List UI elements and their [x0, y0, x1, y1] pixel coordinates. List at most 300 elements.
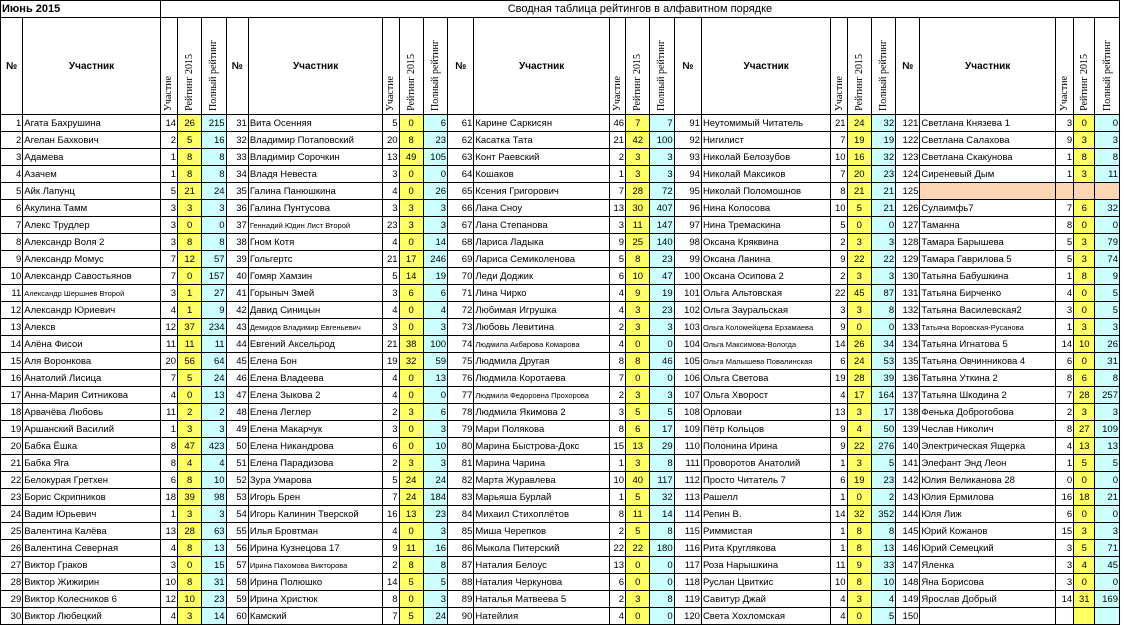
full-rating: 6: [423, 404, 447, 421]
participation-count: 4: [160, 387, 177, 404]
row-number: 67: [448, 217, 474, 234]
participant-name: Леди Доджик: [474, 268, 610, 285]
row-number: 42: [226, 302, 248, 319]
row-number: 27: [1, 557, 23, 574]
rating-2015: 0: [847, 489, 871, 506]
participation-count: 6: [831, 353, 847, 370]
rating-2015: 28: [1074, 387, 1095, 404]
table-row: [1, 438, 1120, 455]
full-rating: 3: [871, 234, 895, 251]
rating-2015: 3: [178, 421, 202, 438]
rating-2015: 19: [847, 472, 871, 489]
participant-name: Александр Момус: [23, 251, 161, 268]
row-number: 52: [226, 472, 248, 489]
full-header-text: Полный рейтинг: [877, 40, 889, 111]
table-row: [1, 591, 1120, 608]
participant-name: [920, 183, 1056, 200]
participant-header: Участник: [474, 18, 610, 115]
rating-2015: 0: [178, 557, 202, 574]
participant-name: Пётр Кольцов: [701, 421, 830, 438]
participant-name: Касатка Тата: [474, 132, 610, 149]
participant-name: Неутомимый Читатель: [701, 115, 830, 132]
participation-count: 8: [160, 455, 177, 472]
participant-name: Евгений Аксельрод: [248, 336, 383, 353]
full-rating: 63: [202, 523, 226, 540]
rating-2015: 8: [178, 149, 202, 166]
row-number: 41: [226, 285, 248, 302]
participant-name: Игорь Калинин Тверской: [248, 506, 383, 523]
rating-2015: 8: [178, 574, 202, 591]
row-number: 31: [226, 115, 248, 132]
full-rating: 13: [1095, 438, 1120, 455]
row-number: 57: [226, 557, 248, 574]
participation-count: 7: [160, 268, 177, 285]
participant-name: Миша Черепков: [474, 523, 610, 540]
participation-count: 14: [831, 336, 847, 353]
participation-count: 4: [831, 608, 847, 625]
rating-2015: 9: [626, 285, 650, 302]
rating-2015: 3: [1074, 166, 1095, 183]
participant-name: Конт Раевский: [474, 149, 610, 166]
full-rating: 3: [650, 166, 674, 183]
participation-count: 7: [1055, 387, 1073, 404]
row-number: 30: [1, 608, 23, 625]
participation-count: 4: [383, 387, 399, 404]
row-number: 99: [674, 251, 701, 268]
participation-count: 10: [831, 574, 847, 591]
row-number: 35: [226, 183, 248, 200]
rating-2015: 5: [626, 404, 650, 421]
row-number: 93: [674, 149, 701, 166]
rating-2015: 3: [1074, 319, 1095, 336]
participant-name: Виктор Колесников 6: [23, 591, 161, 608]
participant-name: Аля Воронкова: [23, 353, 161, 370]
participation-count: [1055, 608, 1073, 625]
row-number: 95: [674, 183, 701, 200]
table-row: [1, 540, 1120, 557]
row-number: 69: [448, 251, 474, 268]
participant-name: Аршанский Василий: [23, 421, 161, 438]
row-number: 107: [674, 387, 701, 404]
participation-count: 15: [609, 438, 625, 455]
row-number: 33: [226, 149, 248, 166]
participant-name: Виктор Граков: [23, 557, 161, 574]
participation-count: 1: [831, 489, 847, 506]
row-number: 150: [896, 608, 920, 625]
row-number: 90: [448, 608, 474, 625]
rating-2015: 3: [847, 455, 871, 472]
participation-count: 3: [383, 285, 399, 302]
participation-count: 18: [160, 489, 177, 506]
participant-name: Лана Сноу: [474, 200, 610, 217]
month-label: Июнь 2015: [1, 1, 161, 18]
row-number: 123: [896, 149, 920, 166]
rating-2015: 47: [178, 438, 202, 455]
full-rating: [1095, 183, 1120, 200]
participant-name: Людмила Якимова 2: [474, 404, 610, 421]
full-rating: 3: [423, 421, 447, 438]
full-rating: 46: [650, 353, 674, 370]
rating-2015: 0: [399, 591, 423, 608]
full-rating: 17: [650, 421, 674, 438]
rating-2015: 3: [626, 149, 650, 166]
full-rating: 3: [1095, 132, 1120, 149]
full-rating: 87: [871, 285, 895, 302]
participant-name: Давид Синицын: [248, 302, 383, 319]
part-header-text: Участие: [385, 75, 397, 111]
rating-2015: 6: [1074, 370, 1095, 387]
part-header: [1055, 18, 1073, 115]
participation-count: 2: [831, 268, 847, 285]
participant-name: Илья Бровтман: [248, 523, 383, 540]
row-number: 85: [448, 523, 474, 540]
row-number: 75: [448, 353, 474, 370]
rating-2015: 7: [626, 115, 650, 132]
rating-2015: 5: [178, 370, 202, 387]
row-number: 15: [1, 353, 23, 370]
row-number: 63: [448, 149, 474, 166]
rating-2015: 0: [399, 115, 423, 132]
participation-count: 2: [383, 404, 399, 421]
full-rating: 33: [871, 557, 895, 574]
rating-2015: 28: [178, 523, 202, 540]
full-rating: 31: [202, 574, 226, 591]
participation-count: 6: [383, 438, 399, 455]
participation-count: 3: [609, 217, 625, 234]
r2015-header-text: Рейтинг 2015: [1078, 54, 1090, 111]
rating-2015: 32: [399, 353, 423, 370]
rating-2015: 3: [399, 455, 423, 472]
row-number: 68: [448, 234, 474, 251]
participation-count: 5: [609, 251, 625, 268]
full-rating: 8: [202, 234, 226, 251]
rating-2015: 3: [626, 319, 650, 336]
participant-name: Яленка: [920, 557, 1056, 574]
full-rating: 32: [1095, 200, 1120, 217]
row-number: 65: [448, 183, 474, 200]
full-rating: 23: [650, 251, 674, 268]
full-rating: 16: [202, 132, 226, 149]
rating-2015: 5: [626, 489, 650, 506]
row-number: 96: [674, 200, 701, 217]
participation-count: 6: [1055, 353, 1073, 370]
rating-2015: 0: [399, 421, 423, 438]
row-number: 125: [896, 183, 920, 200]
participant-name: Ольга Зауральская: [701, 302, 830, 319]
row-number: 118: [674, 574, 701, 591]
participant-name: Ирина Пахомова Викторова: [248, 557, 383, 574]
participant-name: Риммистая: [701, 523, 830, 540]
row-number: 7: [1, 217, 23, 234]
participation-count: 3: [1055, 540, 1073, 557]
full-rating: 4: [423, 302, 447, 319]
rating-2015: 8: [847, 540, 871, 557]
participant-name: Лариса Семиколенова: [474, 251, 610, 268]
table-row: [1, 523, 1120, 540]
participant-name: Светлана Скакунова: [920, 149, 1056, 166]
rating-2015: 5: [626, 523, 650, 540]
participation-count: 15: [1055, 523, 1073, 540]
row-number: 77: [448, 387, 474, 404]
participation-count: 14: [383, 574, 399, 591]
full-rating: 79: [1095, 234, 1120, 251]
full-rating: 0: [1095, 506, 1120, 523]
participant-name: Владимир Сорочкин: [248, 149, 383, 166]
rating-2015: 3: [178, 608, 202, 625]
full-rating: 5: [650, 404, 674, 421]
full-rating: 3: [650, 149, 674, 166]
r2015-header: [399, 18, 423, 115]
row-number: 133: [896, 319, 920, 336]
table-row: [1, 455, 1120, 472]
participation-count: 3: [831, 302, 847, 319]
rating-2015: 56: [178, 353, 202, 370]
participation-count: 5: [383, 472, 399, 489]
row-number: 34: [226, 166, 248, 183]
full-rating: [1095, 608, 1120, 625]
row-number: 110: [674, 438, 701, 455]
row-number: 53: [226, 489, 248, 506]
rating-2015: 3: [1074, 132, 1095, 149]
rating-2015: 0: [399, 302, 423, 319]
participant-name: Оксана Кряквина: [701, 234, 830, 251]
full-rating: 50: [871, 421, 895, 438]
full-rating: 45: [1095, 557, 1120, 574]
row-number: 119: [674, 591, 701, 608]
full-rating: 9: [1095, 268, 1120, 285]
rating-2015: 6: [1074, 200, 1095, 217]
full-rating: 32: [650, 489, 674, 506]
table-row: [1, 183, 1120, 200]
rating-2015: 3: [847, 234, 871, 251]
row-number: 88: [448, 574, 474, 591]
row-number: 104: [674, 336, 701, 353]
participant-name: Зура Умарова: [248, 472, 383, 489]
title-row: [1, 1, 1120, 18]
full-rating: 23: [202, 591, 226, 608]
participant-name: Татьяна Шкодина 2: [920, 387, 1056, 404]
participation-count: 8: [1055, 217, 1073, 234]
row-number: 143: [896, 489, 920, 506]
rating-2015: 19: [847, 132, 871, 149]
full-rating: 26: [1095, 336, 1120, 353]
r2015-header: [1074, 18, 1095, 115]
participant-name: Юлия Великанова 28: [920, 472, 1056, 489]
row-number: 9: [1, 251, 23, 268]
participant-name: Татьяна Воровская-Русанова: [920, 319, 1056, 336]
row-number: 73: [448, 319, 474, 336]
num-header: №: [1, 18, 23, 115]
participant-name: Татьяна Василевская2: [920, 302, 1056, 319]
row-number: 108: [674, 404, 701, 421]
row-number: 79: [448, 421, 474, 438]
participation-count: 8: [160, 438, 177, 455]
part-header-text: Участие: [833, 75, 845, 111]
row-number: 91: [674, 115, 701, 132]
rating-2015: 4: [847, 421, 871, 438]
full-rating: 8: [650, 591, 674, 608]
row-number: 122: [896, 132, 920, 149]
row-number: 18: [1, 404, 23, 421]
participant-name: Лина Чирко: [474, 285, 610, 302]
participant-name: Борис Скрипников: [23, 489, 161, 506]
table-row: [1, 557, 1120, 574]
participation-count: 2: [831, 234, 847, 251]
participation-count: 4: [160, 302, 177, 319]
row-number: 24: [1, 506, 23, 523]
row-number: 121: [896, 115, 920, 132]
participation-count: 4: [383, 183, 399, 200]
participation-count: 2: [160, 132, 177, 149]
rating-2015: 0: [399, 523, 423, 540]
participant-name: Гном Котя: [248, 234, 383, 251]
participation-count: 10: [609, 472, 625, 489]
participation-count: 3: [160, 200, 177, 217]
participation-count: 3: [383, 421, 399, 438]
rating-2015: 32: [847, 506, 871, 523]
participation-count: 5: [383, 115, 399, 132]
participation-count: 8: [609, 353, 625, 370]
r2015-header: [847, 18, 871, 115]
participant-name: Ирина Христюк: [248, 591, 383, 608]
participation-count: 8: [383, 591, 399, 608]
full-rating: 21: [1095, 489, 1120, 506]
r2015-header-text: Рейтинг 2015: [405, 54, 417, 111]
full-rating: 2: [202, 404, 226, 421]
participant-name: Марта Журавлева: [474, 472, 610, 489]
rating-2015: 6: [626, 421, 650, 438]
rating-2015: 8: [626, 251, 650, 268]
participant-name: Елена Леглер: [248, 404, 383, 421]
participation-count: 19: [383, 353, 399, 370]
rating-2015: 0: [1074, 506, 1095, 523]
r2015-header-text: Рейтинг 2015: [632, 54, 644, 111]
num-header: №: [674, 18, 701, 115]
rating-2015: 28: [626, 183, 650, 200]
row-number: 140: [896, 438, 920, 455]
participant-name: Татьяна Уткина 2: [920, 370, 1056, 387]
table-row: [1, 234, 1120, 251]
participant-name: Белокурая Гретхен: [23, 472, 161, 489]
row-number: 55: [226, 523, 248, 540]
row-number: 48: [226, 404, 248, 421]
participant-name: Ольга Максимова-Вологда: [701, 336, 830, 353]
participation-count: 2: [1055, 404, 1073, 421]
full-header-text: Полный рейтинг: [208, 40, 220, 111]
participation-count: 4: [609, 608, 625, 625]
rating-2015: 21: [847, 183, 871, 200]
participation-count: 19: [831, 370, 847, 387]
row-number: 80: [448, 438, 474, 455]
participant-name: Светлана Князева 1: [920, 115, 1056, 132]
full-rating: 140: [650, 234, 674, 251]
row-number: 71: [448, 285, 474, 302]
full-rating: 32: [871, 115, 895, 132]
row-number: 2: [1, 132, 23, 149]
full-rating: 0: [423, 387, 447, 404]
participation-count: 1: [609, 166, 625, 183]
participation-count: 4: [160, 608, 177, 625]
rating-2015: 0: [399, 183, 423, 200]
full-header: [1095, 18, 1120, 115]
participation-count: 7: [831, 132, 847, 149]
full-rating: 14: [423, 234, 447, 251]
rating-2015: 0: [399, 166, 423, 183]
participant-name: Нигилист: [701, 132, 830, 149]
participation-count: 0: [1055, 472, 1073, 489]
row-number: 37: [226, 217, 248, 234]
row-number: 10: [1, 268, 23, 285]
participant-header: Участник: [23, 18, 161, 115]
full-rating: 8: [871, 302, 895, 319]
participation-count: [1055, 183, 1073, 200]
participation-count: 4: [609, 302, 625, 319]
row-number: 26: [1, 540, 23, 557]
row-number: 40: [226, 268, 248, 285]
row-number: 89: [448, 591, 474, 608]
rating-2015: 5: [847, 200, 871, 217]
rating-2015: 8: [1074, 149, 1095, 166]
full-rating: 39: [871, 370, 895, 387]
rating-2015: 49: [399, 149, 423, 166]
participation-count: 3: [383, 319, 399, 336]
full-rating: 10: [423, 438, 447, 455]
rating-2015: 27: [1074, 421, 1095, 438]
part-header: [831, 18, 847, 115]
full-rating: 169: [1095, 591, 1120, 608]
rating-2015: 28: [847, 370, 871, 387]
full-rating: 5: [423, 574, 447, 591]
participation-count: 2: [609, 523, 625, 540]
participation-count: 7: [383, 489, 399, 506]
rating-2015: 3: [399, 217, 423, 234]
full-rating: 8: [202, 149, 226, 166]
full-rating: 215: [202, 115, 226, 132]
row-number: 11: [1, 285, 23, 302]
table-row: [1, 115, 1120, 132]
full-rating: 0: [871, 217, 895, 234]
rating-2015: [1074, 608, 1095, 625]
row-number: 60: [226, 608, 248, 625]
participation-count: 14: [1055, 591, 1073, 608]
full-rating: 4: [202, 455, 226, 472]
table-row: [1, 285, 1120, 302]
full-rating: 10: [202, 472, 226, 489]
full-rating: 59: [423, 353, 447, 370]
rating-2015: [1074, 183, 1095, 200]
participation-count: 3: [1055, 574, 1073, 591]
rating-2015: 0: [626, 608, 650, 625]
row-number: 61: [448, 115, 474, 132]
full-rating: 0: [423, 166, 447, 183]
row-number: 70: [448, 268, 474, 285]
participant-name: Таманна: [920, 217, 1056, 234]
rating-2015: 0: [626, 370, 650, 387]
participant-name: Айк Лапунц: [23, 183, 161, 200]
r2015-header: [626, 18, 650, 115]
row-number: 74: [448, 336, 474, 353]
participant-name: Мыкола Питерский: [474, 540, 610, 557]
rating-2015: 5: [399, 608, 423, 625]
rating-2015: 3: [626, 591, 650, 608]
row-number: 136: [896, 370, 920, 387]
full-rating: 105: [423, 149, 447, 166]
table-row: [1, 200, 1120, 217]
table-row: [1, 506, 1120, 523]
rating-2015: 38: [399, 336, 423, 353]
full-rating: 8: [650, 455, 674, 472]
rating-2015: 8: [178, 234, 202, 251]
